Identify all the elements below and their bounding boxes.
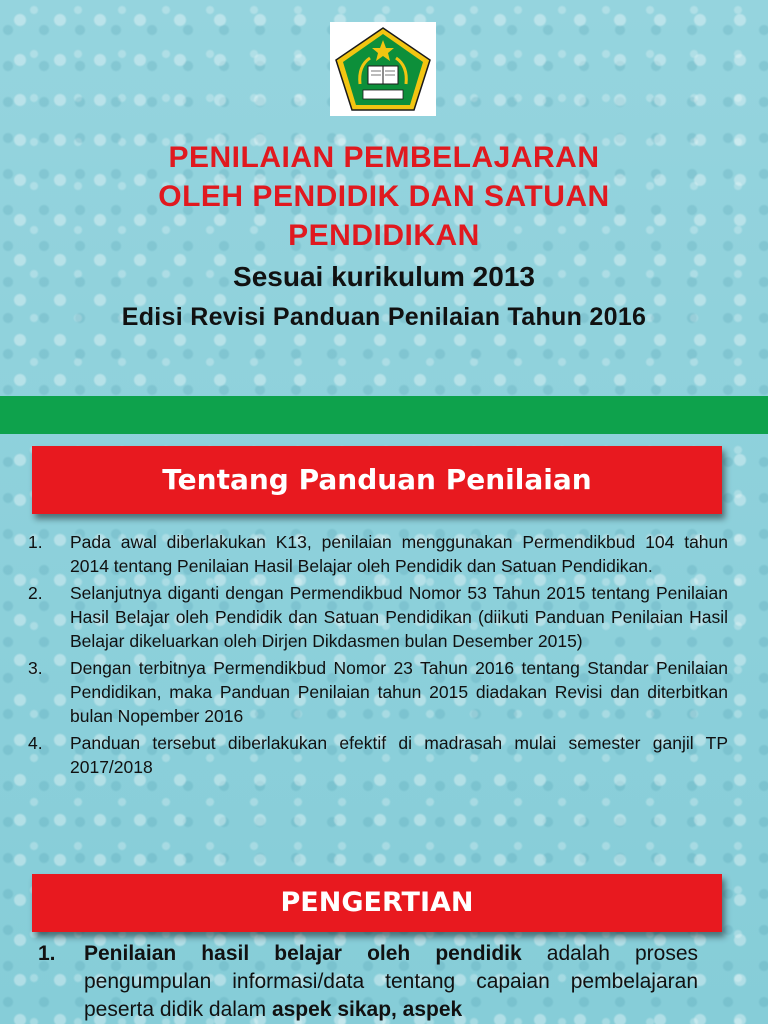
list-item xyxy=(28,731,728,779)
title-line-3: PENDIDIKAN xyxy=(288,219,480,252)
list-number: 2. xyxy=(28,583,43,603)
panduan-list xyxy=(28,530,728,782)
logo xyxy=(330,22,436,116)
emblem-icon xyxy=(330,22,436,116)
subtitle: Sesuai kurikulum 2013 xyxy=(233,261,535,292)
title-line-2: OLEH PENDIDIK DAN SATUAN xyxy=(158,180,610,213)
list-item xyxy=(28,530,728,578)
pengertian-list xyxy=(38,940,698,1024)
list-number: 4. xyxy=(28,733,43,753)
list-number: 1. xyxy=(28,532,43,552)
section-heading-pengertian: PENGERTIAN xyxy=(32,874,722,932)
section-heading-panduan: Tentang Panduan Penilaian xyxy=(32,446,722,514)
bold-term: Penilaian hasil belajar oleh pendidik xyxy=(84,942,522,965)
list-text: Panduan tersebut diberlakukan efektif di madrasah mulai semester ganjil TP 2017/2018 xyxy=(70,733,728,777)
title-line-1: PENILAIAN PEMBELAJARAN xyxy=(168,141,600,174)
definition-text: adalah proses pengumpulan informasi/data tentang capaian pembelajaran peserta didik dalam xyxy=(84,942,699,1021)
list-text: Selanjutnya diganti dengan Permendikbud Nomor 53 Tahun 2015 tentang Penilaian Hasil Belajar oleh Pendidik dan Satuan Pendidikan (diikuti Panduan Penilaian Hasil Belajar dikeluarkan oleh Dirjen Dikdasmen bulan Desember 2015) xyxy=(70,583,728,651)
edition-line: Edisi Revisi Panduan Penilaian Tahun 2016 xyxy=(121,303,647,331)
list-text: Pada awal diberlakukan K13, penilaian menggunakan Permendikbud 104 tahun 2014 tentang Penilaian Hasil Belajar oleh Pendidik dan Satuan Pendidikan. xyxy=(70,532,728,576)
list-number: 1. xyxy=(38,942,56,965)
bold-aspect: aspek sikap, aspek xyxy=(271,998,463,1021)
list-item xyxy=(28,581,728,653)
green-divider xyxy=(0,396,768,434)
list-number: 3. xyxy=(28,658,43,678)
list-item xyxy=(28,656,728,728)
list-item xyxy=(38,940,698,1024)
list-text: Dengan terbitnya Permendikbud Nomor 23 Tahun 2016 tentang Standar Penilaian Pendidikan, maka Panduan Penilaian tahun 2015 diadakan Revisi dan diterbitkan bulan Nopember 2016 xyxy=(70,658,728,726)
